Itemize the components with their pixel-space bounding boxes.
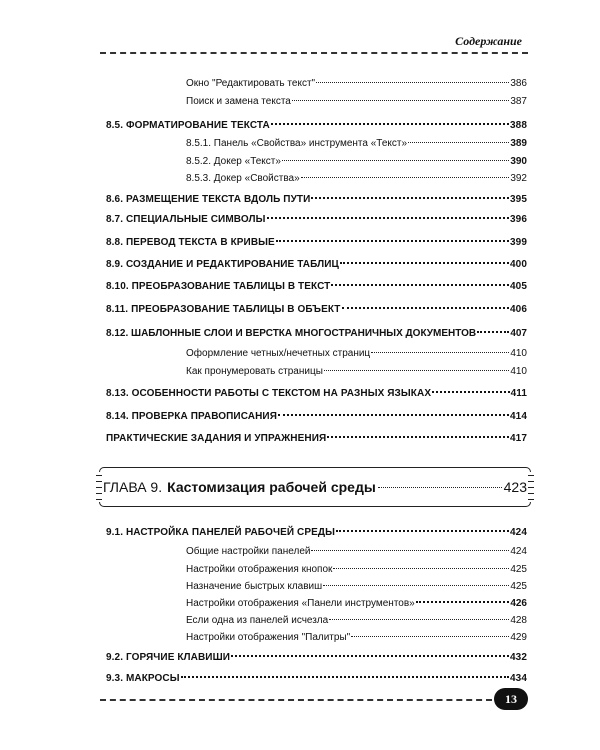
toc-entry-page: 429 [510,632,527,643]
toc-entry-label: 9.3. МАКРОСЫ [106,673,180,684]
toc-entry-page: 406 [510,304,527,315]
dot-leader [316,82,509,83]
toc-entry-label: Настройки отображения «Панели инструментов» [186,598,415,609]
toc-entry-page: 390 [510,156,527,167]
dot-leader [282,160,509,161]
toc-section-entry[interactable] [106,526,527,540]
dot-leader [324,370,509,371]
dot-leader [311,550,509,551]
page-number-badge: 13 [494,688,528,710]
toc-entry-label: Назначение быстрых клавиш [186,581,323,592]
toc-section-entry[interactable] [106,119,527,133]
toc-entry-page: 405 [510,281,527,292]
toc-entry-page: 386 [510,78,527,89]
dot-leader [416,601,510,603]
toc-section-entry[interactable] [106,193,527,207]
toc-entry-page: 434 [510,673,527,684]
toc-entry[interactable] [186,155,527,169]
toc-entry[interactable] [186,563,527,577]
toc-entry-label: 8.5.1. Панель «Свойства» инструмента «Текст» [186,138,408,149]
dot-leader [276,240,509,242]
dot-leader [351,636,509,637]
dot-leader [271,123,509,125]
dot-leader [336,530,509,532]
dot-leader [278,414,509,416]
toc-section-entry[interactable] [106,327,527,341]
toc-entry[interactable] [186,580,527,594]
dot-leader [331,284,509,286]
dot-leader [342,307,509,309]
toc-entry-label: 8.9. СОЗДАНИЕ И РЕДАКТИРОВАНИЕ ТАБЛИЦ [106,259,339,270]
toc-entry[interactable] [186,631,527,645]
toc-section-entry[interactable] [106,672,527,686]
toc-entry[interactable] [186,172,527,186]
toc-section-entry[interactable] [106,280,527,294]
toc-entry[interactable] [186,77,527,91]
toc-entry-page: 411 [510,388,527,399]
chapter-heading[interactable] [103,478,527,496]
toc-entry-label: Настройки отображения "Палитры" [186,632,351,643]
toc-entry-page: 414 [510,411,527,422]
dot-leader [323,585,509,586]
toc-entry[interactable] [186,545,527,559]
toc-entry-label: 8.11. ПРЕОБРАЗОВАНИЕ ТАБЛИЦЫ В ОБЪЕКТ [106,304,341,315]
toc-section-entry[interactable] [106,236,527,250]
toc-entry-label: 8.10. ПРЕОБРАЗОВАНИЕ ТАБЛИЦЫ В ТЕКСТ [106,281,331,292]
toc-entry-label: 8.6. РАЗМЕЩЕНИЕ ТЕКСТА ВДОЛЬ ПУТИ [106,194,311,205]
toc-section-entry[interactable] [106,213,527,227]
toc-entry-page: 400 [510,259,527,270]
dot-leader [333,568,509,569]
dot-leader [378,487,502,488]
toc-entry-label: Настройки отображения кнопок [186,564,333,575]
dot-leader [327,436,509,438]
toc-entry[interactable] [186,137,527,151]
footer-divider [100,699,492,701]
toc-section-entry[interactable] [106,432,527,446]
toc-entry-label: 8.13. ОСОБЕННОСТИ РАБОТЫ С ТЕКСТОМ НА РАЗНЫХ ЯЗЫКАХ [106,388,432,399]
toc-section-entry[interactable] [106,258,527,272]
toc-entry[interactable] [186,365,527,379]
dot-leader [231,655,509,657]
toc-entry-label: 8.5.3. Докер «Свойства» [186,173,300,184]
dot-leader [371,352,509,353]
chapter-title: Кастомизация рабочей среды [167,479,376,495]
toc-entry-label: Поиск и замена текста [186,96,291,107]
toc-entry-page: 432 [510,652,527,663]
toc-entry-label: 8.12. ШАБЛОННЫЕ СЛОИ И ВЕРСТКА МНОГОСТРАНИЧНЫХ ДОКУМЕНТОВ [106,328,477,339]
toc-section-entry[interactable] [106,387,527,401]
toc-entry-page: 410 [510,366,527,377]
toc-entry-page: 410 [510,348,527,359]
toc-entry-page: 407 [510,328,527,339]
toc-entry-label: 8.14. ПРОВЕРКА ПРАВОПИСАНИЯ [106,411,278,422]
toc-entry-label: 9.2. ГОРЯЧИЕ КЛАВИШИ [106,652,231,663]
toc-section-entry[interactable] [106,303,527,317]
toc-entry-page: 428 [510,615,527,626]
dot-leader [432,391,509,393]
toc-entry-label: 8.8. ПЕРЕВОД ТЕКСТА В КРИВЫЕ [106,237,275,248]
toc-entry-page: 417 [510,433,527,444]
dot-leader [477,331,509,333]
toc-entry-label: Оформление четных/нечетных страниц [186,348,371,359]
chapter-page: 423 [503,479,527,495]
dot-leader [181,676,509,678]
dot-leader [311,197,509,199]
toc-section-entry[interactable] [106,651,527,665]
toc-entry-page: 424 [510,546,527,557]
toc-entry[interactable] [186,614,527,628]
toc-entry-page: 387 [510,96,527,107]
toc-entry-label: ПРАКТИЧЕСКИЕ ЗАДАНИЯ И УПРАЖНЕНИЯ [106,433,327,444]
toc-section-entry[interactable] [106,410,527,424]
toc-entry-label: Общие настройки панелей [186,546,311,557]
dot-leader [408,142,509,143]
toc-entry-page: 425 [510,581,527,592]
toc-entry-page: 395 [510,194,527,205]
toc-entry-label: 8.5. ФОРМАТИРОВАНИЕ ТЕКСТА [106,120,270,131]
toc-entry-label: Окно "Редактировать текст" [186,78,316,89]
toc-entry[interactable] [186,95,527,109]
dot-leader [301,177,510,178]
dot-leader [329,619,509,620]
toc-entry-label: Если одна из панелей исчезла [186,615,329,626]
toc-entry-page: 424 [510,527,527,538]
toc-entry-label: 8.7. СПЕЦИАЛЬНЫЕ СИМВОЛЫ [106,214,266,225]
toc-entry-label: 9.1. НАСТРОЙКА ПАНЕЛЕЙ РАБОЧЕЙ СРЕДЫ [106,527,336,538]
running-header-title: Содержание [455,34,522,48]
toc-entry-page: 399 [510,237,527,248]
toc-entry-page: 392 [510,173,527,184]
toc-entry-label: Как пронумеровать страницы [186,366,323,377]
toc-entry-page: 396 [510,214,527,225]
toc-entry-page: 388 [510,120,527,131]
toc-entry-page: 426 [510,598,527,609]
toc-entry-page: 425 [510,564,527,575]
dot-leader [292,100,509,101]
toc-entry-label: 8.5.2. Докер «Текст» [186,156,281,167]
dot-leader [267,217,510,219]
dot-leader [340,262,509,264]
toc-entry-page: 389 [510,138,527,149]
toc-entry[interactable] [186,347,527,361]
toc-entry[interactable] [186,597,527,611]
chapter-number: ГЛАВА 9. [103,479,163,495]
